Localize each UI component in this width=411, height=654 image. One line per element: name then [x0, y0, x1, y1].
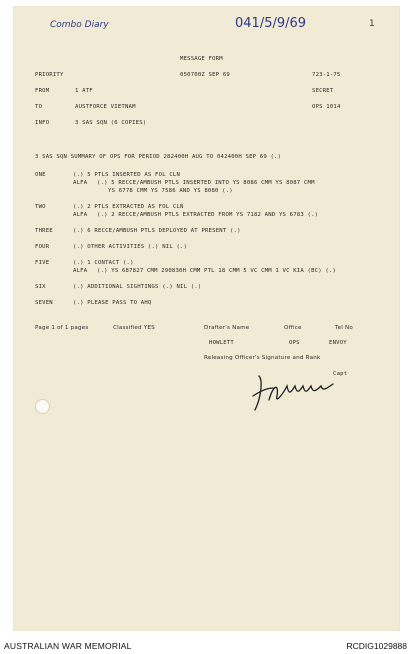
para-two-alfa-label: ALFA	[73, 212, 88, 218]
drafter-name-label: Drafter's Name	[204, 325, 250, 331]
handwritten-reference: 041/5/9/69	[235, 16, 307, 31]
para-two-alfa-line: (.) 2 RECCE/AMBUSH PTLS EXTRACTED FROM YS 7182 AND YS 6783 (.)	[97, 212, 319, 218]
drafter-name-value: HOWLETT	[209, 340, 234, 346]
para-three-label: THREE	[35, 228, 53, 234]
info-label: INFO	[35, 120, 50, 126]
tel-no-label: Tel No	[335, 325, 354, 331]
para-seven-line: (.) PLEASE PASS TO AHQ	[73, 300, 152, 306]
para-one-label: ONE	[35, 172, 46, 178]
archive-name: AUSTRALIAN WAR MEMORIAL	[4, 641, 132, 651]
officer-rank: Capt	[333, 371, 348, 377]
handwritten-note: Combo Diary	[50, 20, 109, 30]
para-six-label: SIX	[35, 284, 46, 290]
archive-footer	[0, 637, 411, 654]
handwritten-page-mark: 1	[369, 19, 375, 29]
page-count: Page 1 of 1 pages	[35, 325, 89, 331]
form-title: MESSAGE FORM	[180, 56, 223, 62]
para-one-alfa-continuation: YS 6778 CMM YS 7586 AND YS 8080 (.)	[108, 188, 233, 194]
para-three-line: (.) 6 RECCE/AMBUSH PTLS DEPLOYED AT PRESENT (.)	[73, 228, 241, 234]
summary-line: 3 SAS SQN SUMMARY OF OPS FOR PERIOD 282400H AUG TO 042400H SEP 69 (.)	[35, 154, 282, 160]
classification-marking: SECRET	[312, 88, 334, 94]
record-id: RCDIG1029888	[346, 641, 407, 651]
para-two-line: (.) 2 PTLS EXTRACTED AS FOL CLN	[73, 204, 184, 210]
to-label: TO	[35, 104, 43, 110]
para-seven-label: SEVEN	[35, 300, 53, 306]
releasing-officer-label: Releasing Officer's Signature and Rank	[204, 355, 321, 361]
office-value: OPS	[289, 340, 300, 346]
punch-hole	[35, 399, 50, 414]
signature-icon	[249, 366, 337, 414]
from-value: 1 ATF	[75, 88, 93, 94]
para-five-alfa-line: (.) YS 687827 CMM 290830H CMM PTL 18 CMM 5 VC CMM 1 VC KIA (BC) (.)	[97, 268, 337, 274]
to-value: AUSTFORCE VIETNAM	[75, 104, 136, 110]
para-six-line: (.) ADDITIONAL SIGHTINGS (.) NIL (.)	[73, 284, 202, 290]
document-sheet	[13, 6, 400, 631]
para-one-alfa-line: (.) 5 RECCE/AMBUSH PTLS INSERTED INTO YS 8086 CMM YS 8087 CMM	[97, 180, 315, 186]
priority-label: PRIORITY	[35, 72, 64, 78]
from-label: FROM	[35, 88, 50, 94]
para-two-label: TWO	[35, 204, 46, 210]
tel-no-value: ENVOY	[329, 340, 347, 346]
para-four-label: FOUR	[35, 244, 50, 250]
dtg-value: 050700Z SEP 69	[180, 72, 230, 78]
info-value: 3 SAS SQN (6 COPIES)	[75, 120, 147, 126]
classified-field: Classified YES	[113, 325, 155, 331]
office-label: Office	[284, 325, 302, 331]
para-four-line: (.) OTHER ACTIVITIES (.) NIL (.)	[73, 244, 188, 250]
para-five-alfa-label: ALFA	[73, 268, 88, 274]
serial-number: 723-1-75	[312, 72, 341, 78]
para-five-line: (.) 1 CONTACT (.)	[73, 260, 134, 266]
para-five-label: FIVE	[35, 260, 50, 266]
para-one-line: (.) 5 PTLS INSERTED AS FOL CLN	[73, 172, 181, 178]
ops-reference: OPS 1014	[312, 104, 341, 110]
para-one-alfa-label: ALFA	[73, 180, 88, 186]
